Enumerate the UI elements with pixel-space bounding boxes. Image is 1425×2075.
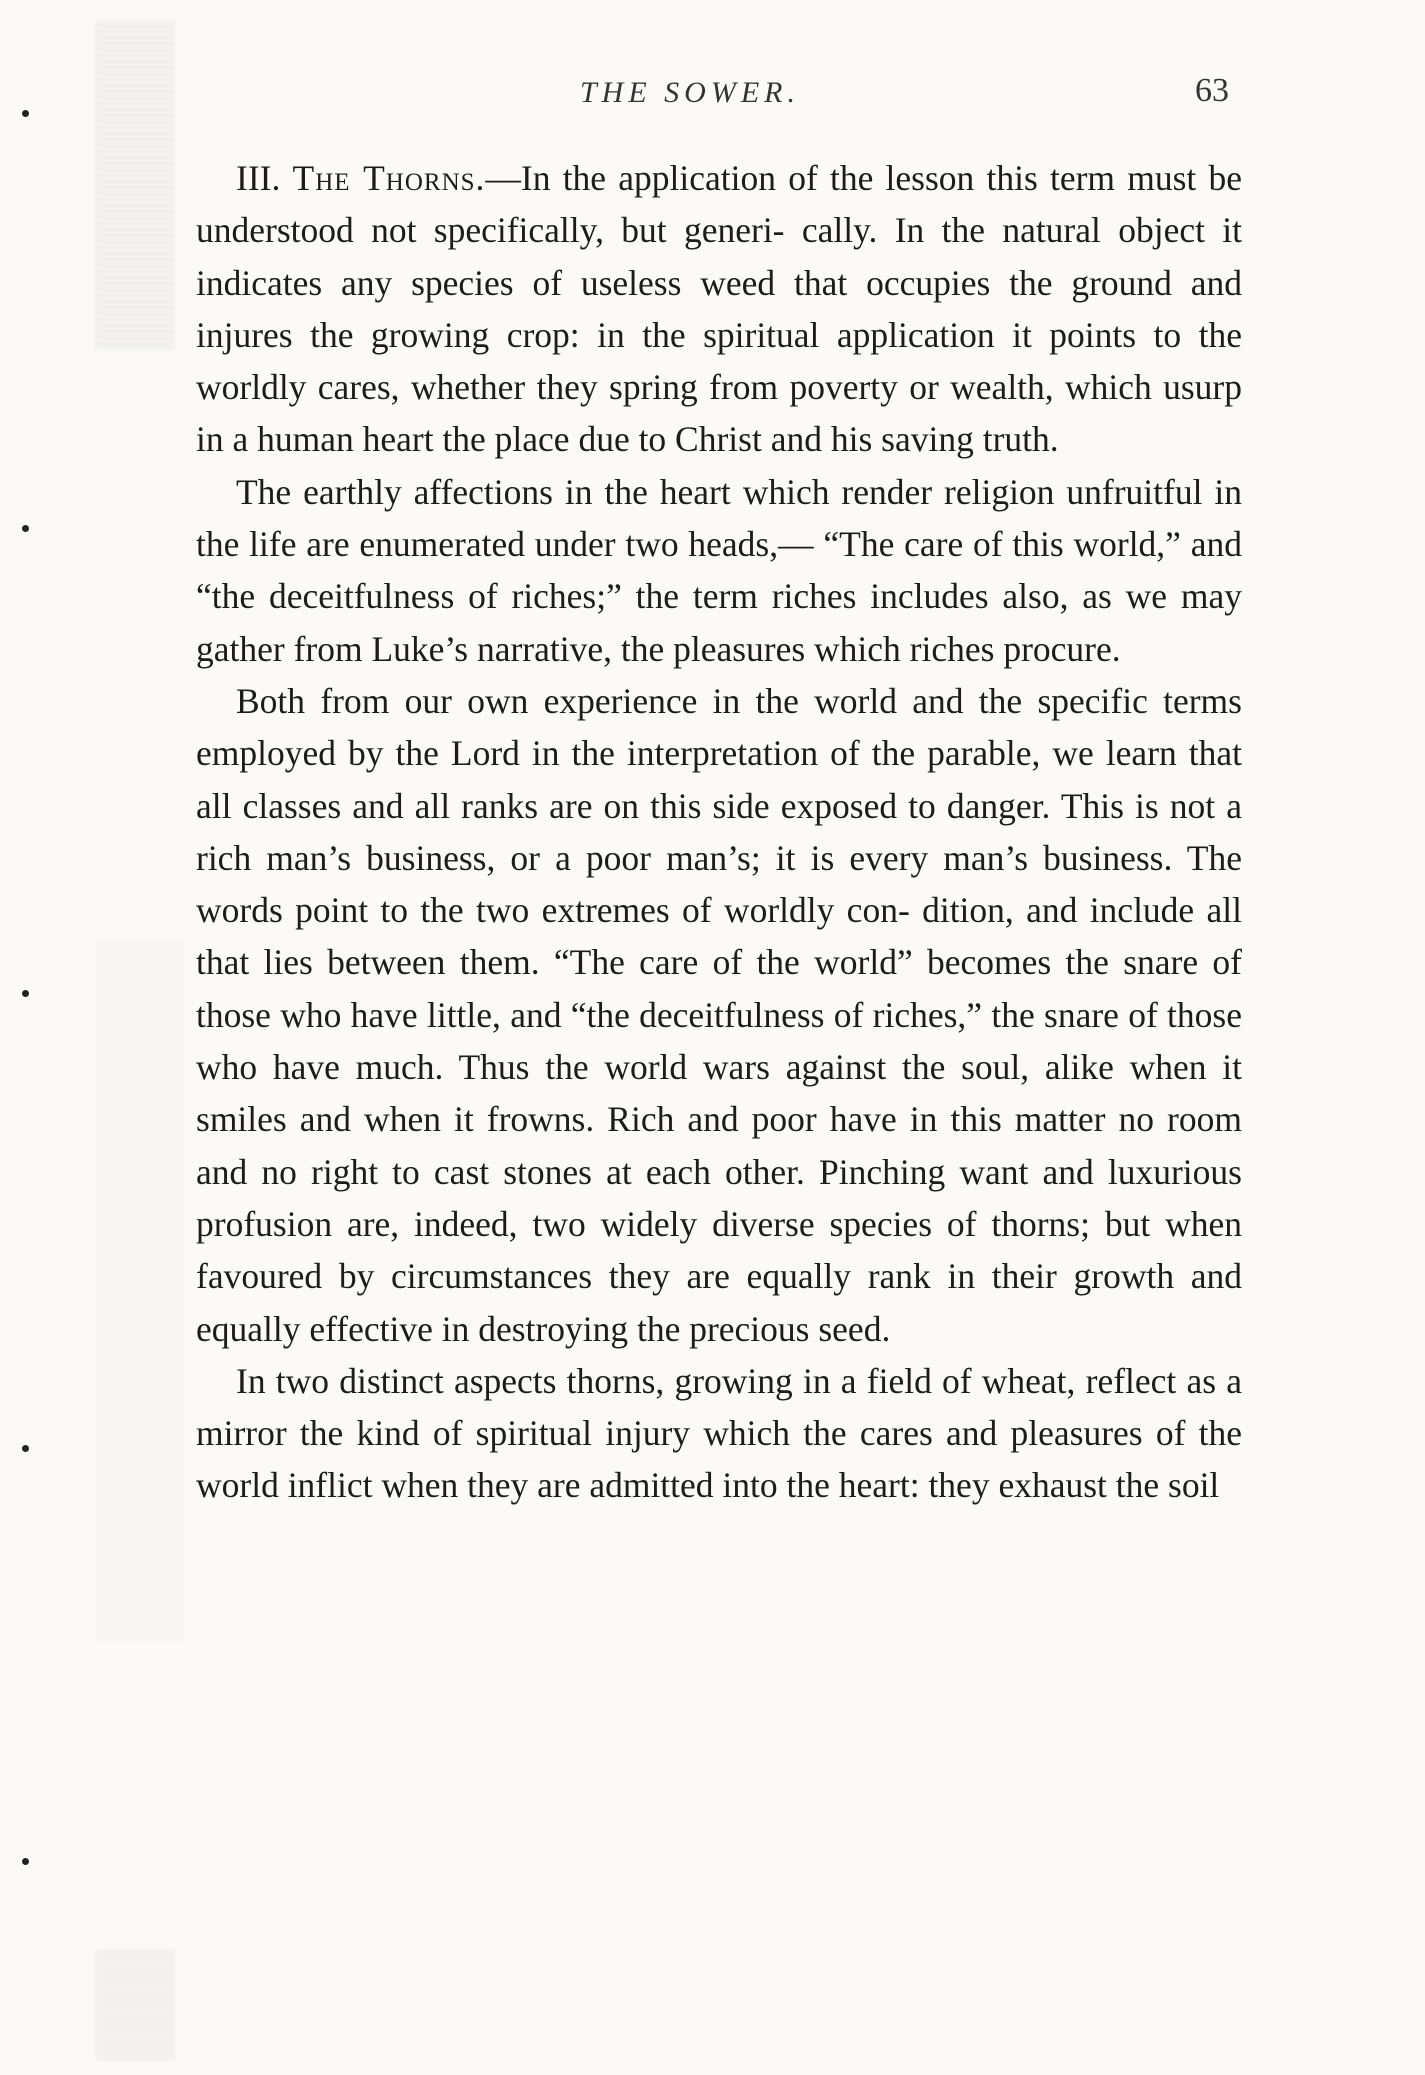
paragraph-two-aspects: In two distinct aspects thorns, growing in a field of wheat, reflect as a mirror the kind of spiritual injury which the cares and pleasures of the world inflict when they are admitted into the heart: they exhaust the soil	[196, 1360, 1242, 1506]
gutter-stain-top	[95, 20, 175, 350]
paragraph-thorns	[196, 152, 1242, 466]
paragraph-earthly-affections: The earthly affections in the heart which render religion unfruitful in the life are enumerated under two heads,— “The care of this world,” and “the deceitfulness of riches;” the term riches includes also, as we may gather from Luke’s narrative, the pleasures which riches procure.	[196, 471, 1242, 669]
page-number: 63	[1195, 72, 1229, 109]
running-head: THE SOWER.	[580, 76, 800, 109]
gutter-stain-middle	[95, 940, 185, 1640]
paragraph-text: —In the application of the lesson this term must be understood not specifically, but generi- cally. In the natural object it indicates any species of useless weed that occupies the ground and injures the growing crop: in the spiritual application it points to the worldly cares, whether they spring from poverty or wealth, which usurp in a human heart the place due to Christ and his saving truth.	[196, 158, 1242, 460]
margin-mark	[22, 1858, 29, 1865]
paragraph-experience: Both from our own experience in the world and the specific terms employed by the Lord in the interpretation of the parable, we learn that all classes and all ranks are on this side exposed to danger. This is not a rich man’s business, or a poor man’s; it is every man’s business. The words point to the two extremes of worldly con- dition, and include all that lies between them. “The care of the world” becomes the snare of those who have little, and “the deceitfulness of riches,” the snare of those who have much. Thus the world wars against the soul, alike when it smiles and when it frowns. Rich and poor have in this matter no room and no right to cast stones at each other. Pinching want and luxurious profusion are, indeed, two widely diverse species of thorns; but when favoured by circumstances they are equally rank in their growth and equally effective in destroying the precious seed.	[196, 680, 1242, 1349]
margin-mark	[22, 525, 29, 532]
section-heading: The Thorns.	[292, 158, 486, 198]
body-text	[196, 152, 1242, 1512]
margin-mark	[22, 1445, 29, 1452]
section-numeral: III.	[236, 158, 281, 198]
margin-mark	[22, 110, 29, 117]
margin-mark	[22, 990, 29, 997]
gutter-stain-bottom	[95, 1950, 175, 2060]
